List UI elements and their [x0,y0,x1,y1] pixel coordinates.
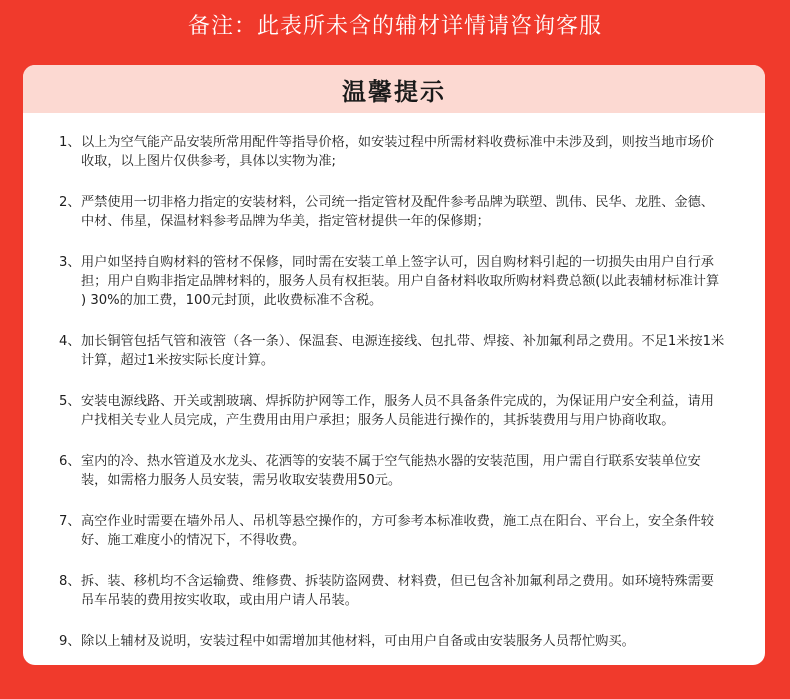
note-text: 用户如坚持自购材料的管材不保修，同时需在安装工单上签字认可，因自购材料引起的一切损失由用户自行承担；用户自购非指定品牌材料的，服务人员有权拒装。用户自备材料收取所购材料费总额(以此表辅材标准计算 ) 30%的加工费，100元封顶，此收费标准不含税。 [81,255,720,308]
note-number: 5、 [59,394,81,409]
note-item [59,452,725,490]
note-text: 高空作业时需要在墙外吊人、吊机等悬空操作的，方可参考本标准收费，施工点在阳台、平台上，安全条件较好、施工难度小的情况下，不得收费。 [81,514,714,548]
note-text: 以上为空气能产品安装所常用配件等指导价格，如安装过程中所需材料收费标准中未涉及到，则按当地市场价收取，以上图片仅供参考，具体以实物为准; [81,135,714,169]
note-text: 室内的冷、热水管道及水龙头、花洒等的安装不属于空气能热水器的安装范围，用户需自行联系安装单位安装，如需格力服务人员安装，需另收取安装费用50元。 [81,454,701,488]
note-number: 8、 [59,574,81,589]
note-item [59,253,725,310]
note-text: 加长铜管包括气管和液管（各一条）、保温套、电源连接线、包扎带、焊接、补加氟利昂之费用。不足1米按1米计算，超过1米按实际长度计算。 [81,334,725,368]
note-number: 3、 [59,255,81,270]
note-item [59,332,725,370]
card-header [23,65,765,113]
banner-text: 备注：此表所未含的辅材详情请咨询客服 [187,13,602,39]
note-item [59,133,725,171]
note-number: 7、 [59,514,81,529]
note-number: 4、 [59,334,81,349]
note-text: 安装电源线路、开关或割玻璃、焊拆防护网等工作，服务人员不具备条件完成的，为保证用户安全利益，请用户找相关专业人员完成，产生费用由用户承担；服务人员能进行操作的，其拆装费用与用户协商收取。 [81,394,714,428]
note-text: 拆、装、移机均不含运输费、维修费、拆装防盗网费、材料费，但已包含补加氟利昂之费用。如环境特殊需要吊车吊装的费用按实收取，或由用户请人吊装。 [81,574,714,608]
note-item [59,632,725,651]
note-item [59,193,725,231]
note-item [59,512,725,550]
banner [0,0,790,48]
card-title: 温馨提示 [342,77,446,106]
note-text: 除以上辅材及说明，安装过程中如需增加其他材料，可由用户自备或由安装服务人员帮忙购买。 [81,634,635,649]
note-number: 2、 [59,195,81,210]
note-item [59,392,725,430]
note-item [59,572,725,610]
tips-card [23,65,765,665]
note-text: 严禁使用一切非格力指定的安装材料，公司统一指定管材及配件参考品牌为联塑、凯伟、民华、龙胜、金德、中材、伟星，保温材料参考品牌为华美，指定管材提供一年的保修期； [81,195,714,229]
notes-list [23,113,765,651]
note-number: 9、 [59,634,81,649]
note-number: 6、 [59,454,81,469]
note-number: 1、 [59,135,81,150]
